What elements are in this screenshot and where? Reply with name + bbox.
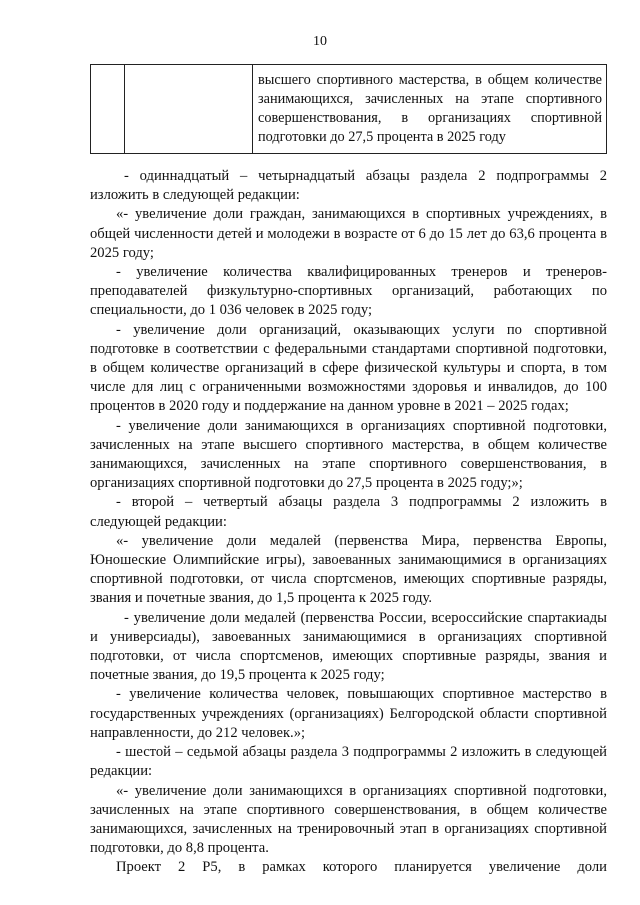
continuation-table: [90, 64, 607, 154]
table-cell-number: [91, 65, 125, 154]
table-cell-indicator: высшего спортивного мастерства, в общем количестве занимающихся, зачисленных на этапе спортивного совершенствования, в организациях спортивной подготовки до 27,5 процента в 2025 году: [253, 65, 607, 154]
paragraph: Проект 2 Р5, в рамках которого планируется увеличение доли: [116, 859, 607, 876]
paragraph: - увеличение количества человек, повышающих спортивное мастерство в государственных учреждениях (организациях) Белгородской области спортивной направленности, до 212 человек.»;: [90, 686, 607, 741]
page-number: 10: [313, 34, 327, 49]
paragraph: - увеличение доли медалей (первенства России, всероссийские спартакиады и универсиады), завоеванных занимающимися в организациях спортивной подготовки, от числа спортсменов, имеющих спортивные разряды, звания и почетные звания, до 19,5 процента к 2025 году;: [90, 609, 607, 684]
paragraph: - увеличение доли организаций, оказывающих услуги по спортивной подготовке в соответствии с федеральными стандартами спортивной подготовки, в общем количестве организаций в сфере физической культуры и спорта, в том числе для лиц с ограниченными возможностями здоровья и инвалидов, до 100 процентов в 2020 году и поддержание на данном уровне в 2021 – 2025 годах;: [90, 321, 607, 415]
paragraph: - увеличение количества квалифицированных тренеров и тренеров-преподавателей физкультурно-спортивных организаций, работающих по специальности, до 1 036 человек в 2025 году;: [90, 264, 607, 319]
document-body: [90, 167, 607, 878]
paragraph: - шестой – седьмой абзацы раздела 3 подпрограммы 2 изложить в следующей редакции:: [90, 744, 607, 780]
paragraph: - второй – четвертый абзацы раздела 3 подпрограммы 2 изложить в следующей редакции:: [90, 494, 607, 530]
paragraph: - одиннадцатый – четырнадцатый абзацы раздела 2 подпрограммы 2 изложить в следующей редакции:: [90, 168, 607, 204]
paragraph: «- увеличение доли граждан, занимающихся в спортивных учреждениях, в общей численности детей и молодежи в возрасте от 6 до 15 лет до 63,6 процента в 2025 году;: [90, 206, 607, 261]
paragraph: «- увеличение доли медалей (первенства Мира, первенства Европы, Юношеские Олимпийские игры), завоеванных занимающимися в организациях спортивной подготовки, от числа спортсменов, имеющих спортивные разряды, звания и почетные звания, до 1,5 процента к 2025 году.: [90, 532, 607, 607]
paragraph: «- увеличение доли занимающихся в организациях спортивной подготовки, зачисленных на этапе спортивного совершенствования, в общем количестве занимающихся, зачисленных на тренировочный этап в организациях спортивной подготовки, до 8,8 процента.: [90, 782, 607, 857]
table-cell-name: [125, 65, 253, 154]
table-row: [91, 65, 607, 154]
paragraph: - увеличение доли занимающихся в организациях спортивной подготовки, зачисленных на этапе высшего спортивного мастерства, в общем количестве занимающихся, зачисленных на этапе спортивного совершенствования, в организациях спортивной подготовки до 27,5 процента в 2025 году;»;: [90, 417, 607, 492]
